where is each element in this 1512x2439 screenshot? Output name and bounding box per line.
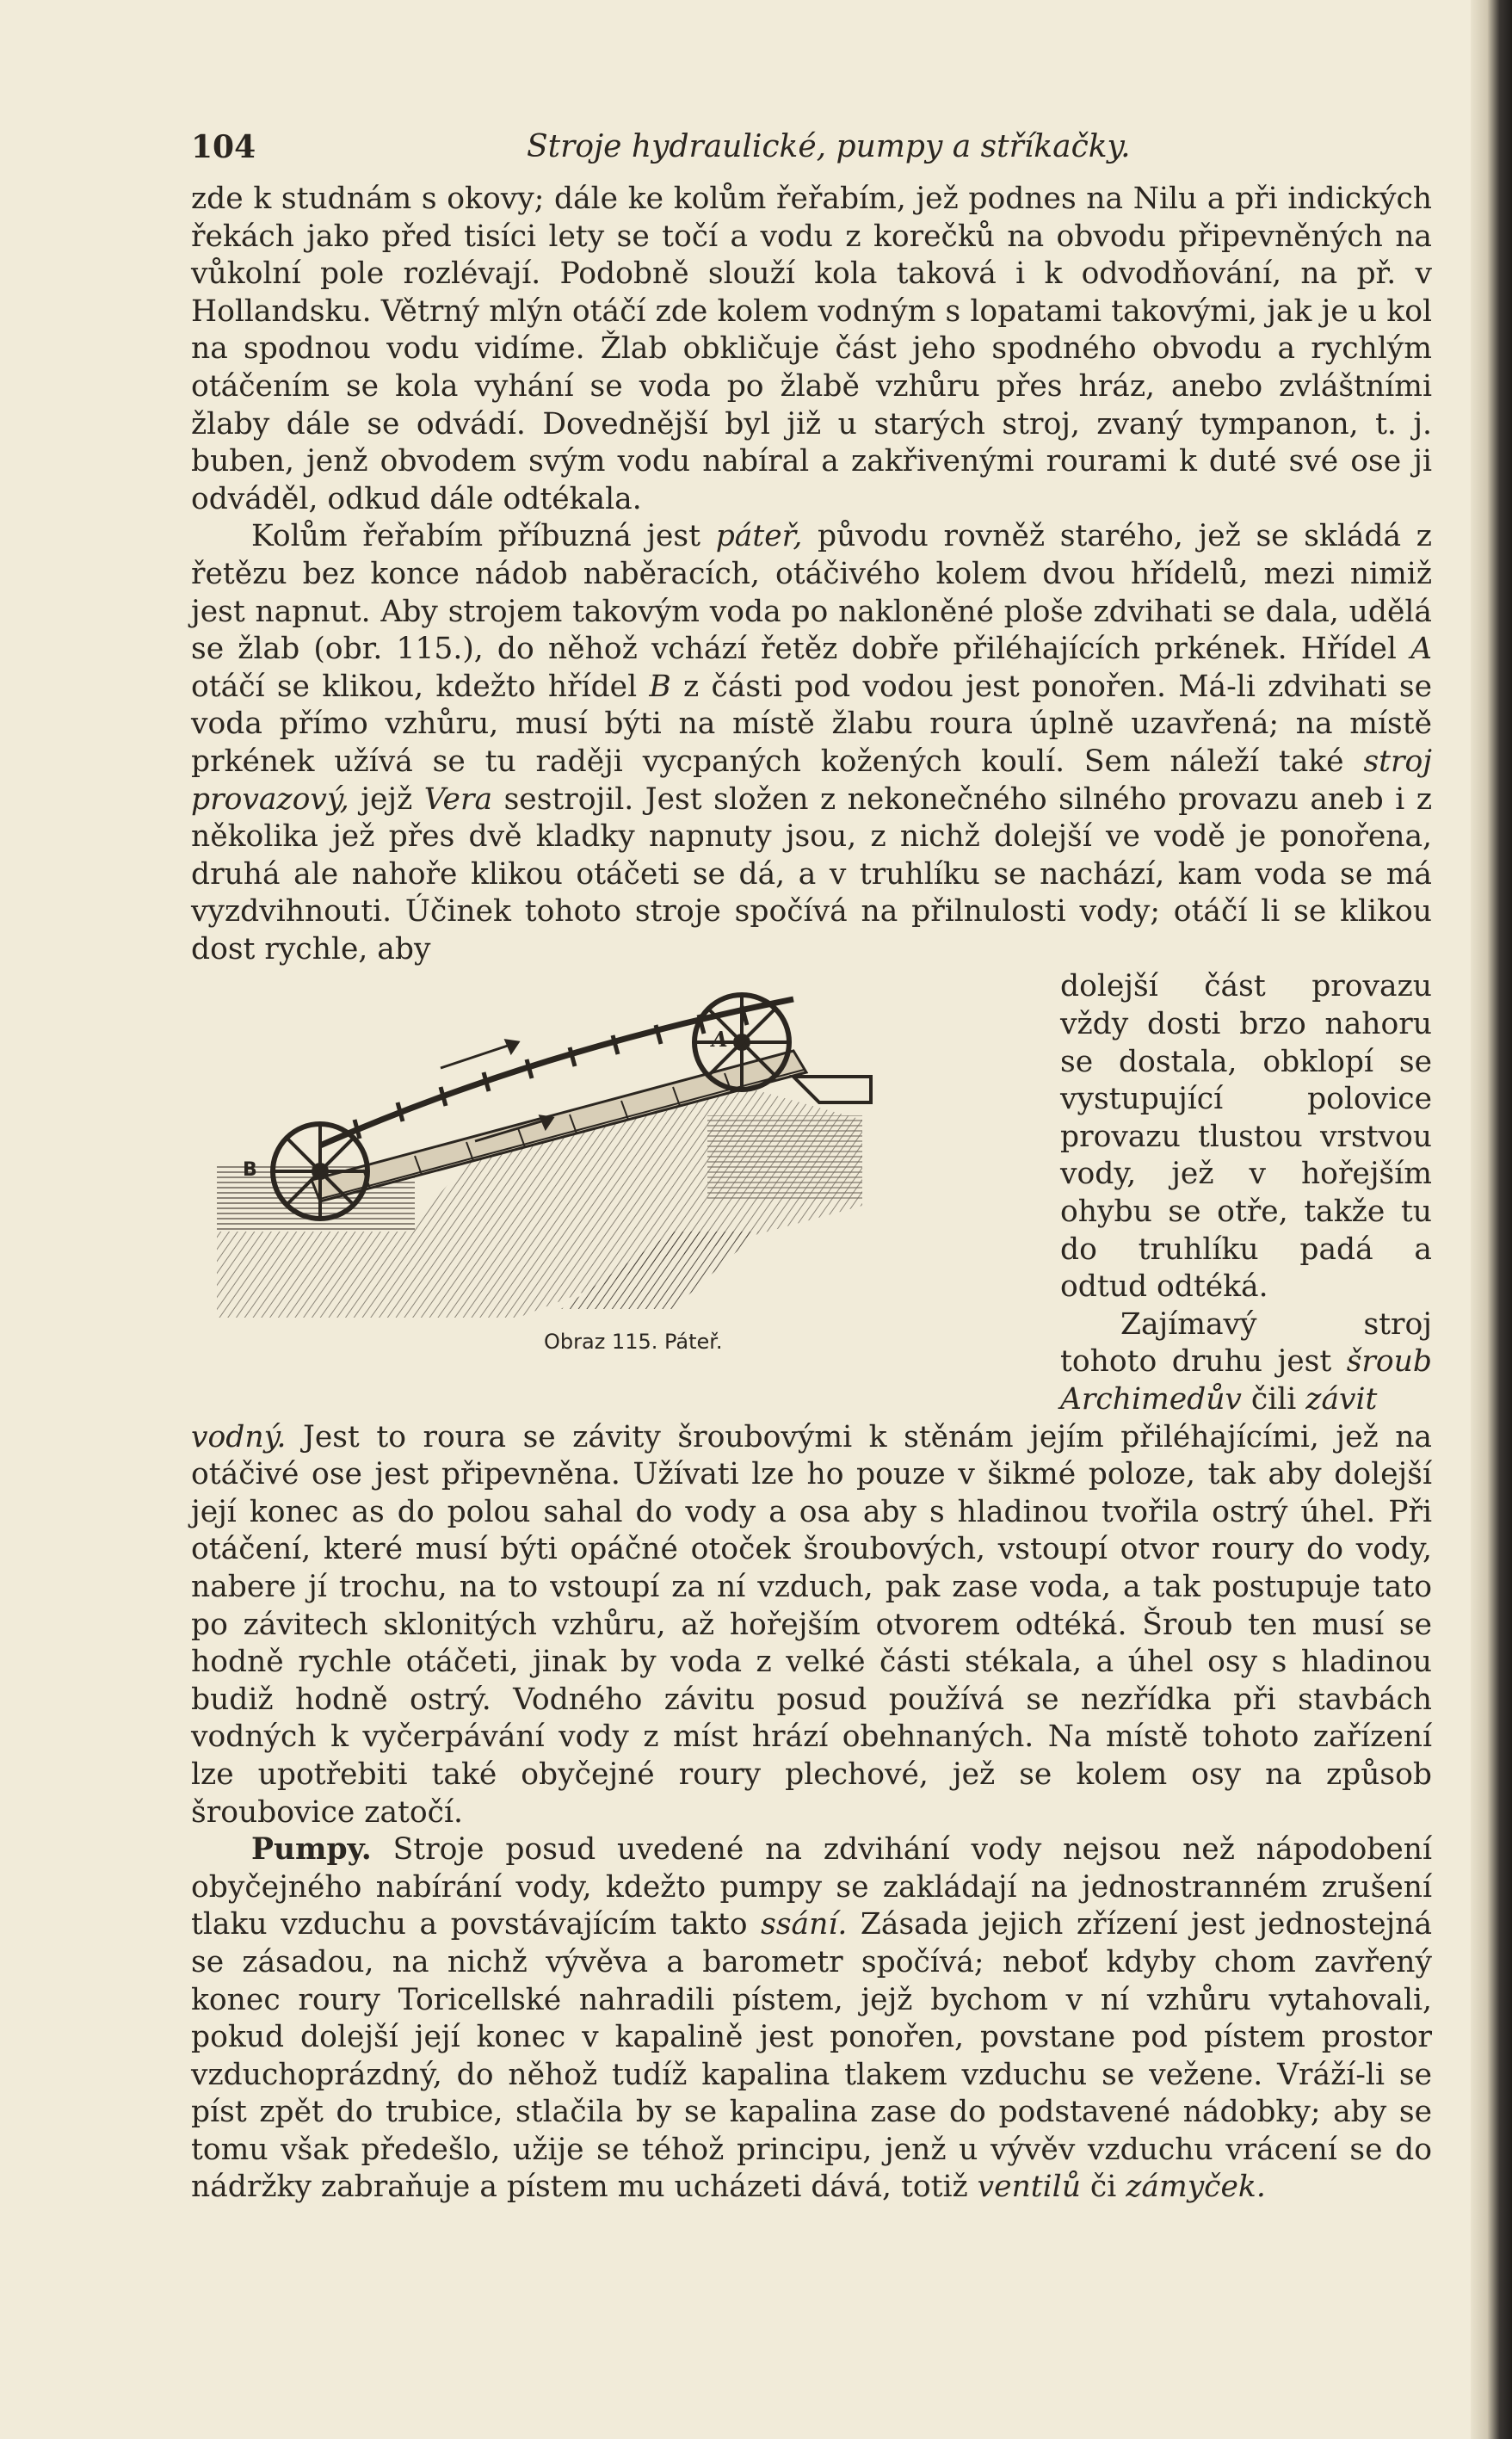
term-sroub-archimeduv: šroub Archimedův [1060, 1344, 1432, 1417]
term-vodny: vodný. [191, 1419, 287, 1454]
pater-illustration [191, 973, 1060, 1318]
term-ssani: ssání. [761, 1907, 848, 1942]
wheel-a [694, 995, 789, 1090]
paragraph-2 [191, 518, 1432, 968]
p2-text-mid1: původu rovněž starého, jež se skládá z řetězu bez konce nádob naběracích, otáčivého kolem dvou hřídelů, mezi nimiž jest napnut. Aby strojem takovým voda po nakloněné ploše zdvihati se dala, udělá se žlab (obr. 115.), do něhož vchází řetěz dobře přiléhajících prkének. Hřídel [191, 519, 1432, 667]
figure-115 [191, 973, 1060, 1364]
p2-text-mid3: z části pod vodou jest ponořen. Má-li zdvihati se voda přímo vzhůru, musí býti na místě žlabu roura úplně uzavřená; na místě prkének užívá se tu raději vycpaných kožených koulí. Sem náleží také [191, 669, 1432, 779]
label-b: B [243, 1159, 257, 1182]
section-head-pumpy: Pumpy. [251, 1832, 372, 1868]
figure-caption: Obraz 115. Páteř. [544, 1330, 723, 1355]
p4-text-a: Stroje posud uvedené na zdvihání vody nejsou než nápodobení obyčejného nabírání vody, kdežto pumpy se zakládají na jednostranném zrušení tlaku vzduchu a povstávajícím takto [191, 1832, 1432, 1942]
book-page [191, 129, 1432, 2207]
p2-text-mid4: jejž [349, 781, 424, 817]
side2-text-mid: čili [1241, 1382, 1306, 1417]
running-head [191, 129, 1432, 181]
p4-text-c: či [1080, 2170, 1126, 2205]
side2-text-start: Zajímavý stroj tohoto druhu jest [1060, 1306, 1432, 1380]
term-zavit: závit [1305, 1382, 1378, 1417]
paragraph-4 [191, 1831, 1432, 2207]
wheel-b [273, 1124, 367, 1219]
body-text [191, 181, 1432, 968]
term-ventilu: ventilů [977, 2170, 1081, 2205]
p2-text-start: Kolům řeřabím příbuzná jest [251, 519, 716, 554]
name-vera: Vera [423, 781, 493, 817]
term-pater: páteř, [715, 519, 803, 554]
scan-binding-edge [1471, 0, 1512, 2439]
outlet [793, 1077, 871, 1102]
term-zamycek: zámyček. [1126, 2170, 1266, 2205]
water-upper [707, 1115, 862, 1201]
paragraph-1: zde k studnám s okovy; dále ke kolům řeřabím, jež podnes na Nilu a při indických řekách jako před tisíci lety se točí a vodu z korečků na obvodu připevněných na vůkolní pole rozlévají. Podobně slouží kola taková i k odvodňování, na př. v Hollandsku. Větrný mlýn otáčí zde kolem vodným s lopatami takovými, jak je u kol na spodnou vodu vidíme. Žlab obkličuje část jeho spodného obvodu a rychlým otáčením se kola vyhání se voda po žlabě vzhůru přes hráz, anebo zvláštními žlaby dále se odvádí. Dovednější byl již u starých stroj, zvaný tympanon, t. j. buben, jenž obvodem svým vodu nabíral a zakřivenými rourami k duté své ose ji odváděl, odkud dále odtékala. [191, 182, 1432, 516]
page-number: 104 [191, 129, 256, 165]
paragraph-3 [191, 1419, 1432, 1832]
running-title: Stroje hydraulické, pumpy a stříkačky. [527, 129, 1131, 164]
side-text [1060, 968, 1432, 1418]
p2-text-mid2: otáčí se klikou, kdežto hřídel [191, 669, 650, 704]
side-paragraph-1: dolejší část provazu vždy dosti brzo nahoru se dostala, obklopí se vystupující polovice provazu tlustou vrstvou vody, jež v hořejším ohybu se otře, takže tu do truhlíku padá a odtud odtéká. [1060, 969, 1432, 1305]
label-a: A [712, 1027, 728, 1053]
p3-text: Jest to roura se závity šroubovými k stěnám jejím přiléhajícími, jež na otáčivé ose jest připevněna. Užívati lze ho pouze v šikmé poloze, tak aby dolejší její konec as do polou sahal do vody a osa aby s hladinou tvořila ostrý úhel. Při otáčení, které musí býti opáčné otoček šroubových, vstoupí otvor roury do vody, nabere jí trochu, na to vstoupí za ní vzduch, pak zase voda, a tak postupuje tato po závitech sklonitých vzhůru, až hořejším otvorem odtéká. Šroub ten musí se hodně rychle otáčeti, jinak by voda z velké části stékala, a úhel osy s hladinou budiž hodně ostrý. Vodného závitu posud používá se nezřídka při stavbách vodných k vyčerpávání vody z míst hrází obehnaných. Na místě tohoto zařízení lze upotřebiti také obyčejné roury plechové, jež se kolem osy na způsob šroubovice zatočí. [191, 1419, 1432, 1830]
p4-text-b: Zásada jejich zřízení jest jednostejná se zásadou, na nichž vývěva a barometr spočívá; neboť kdyby chom zavřený konec roury Toricellské nahradili pístem, jejž bychom v ní vzhůru vytahovali, pokud dolejší její konec v kapalině jest ponořen, povstane pod pístem prostor vzduchoprázdný, do něhož tudíž kapalina tlakem vzduchu se vežene. Vráží-li se píst zpět do trubice, stlačila by se kapalina zase do podstavené nádobky; aby se tomu však předešlo, užije se téhož principu, jenž u vývěv vzduchu vrácení se do nádržky zabraňuje a pístem mu ucházeti dává, totiž [191, 1907, 1433, 2205]
p2-text-mid5: sestrojil. Jest složen z nekonečného silného provazu aneb i z několika jež přes dvě kladky napnuty jsou, z nichž dolejší ve vodě je ponořena, druhá ale nahoře klikou otáčeti se dá, a v truhlíku se nachází, kam voda se má vyzdvihnouti. Účinek tohoto stroje spočívá na přilnulosti vody; otáčí li se klikou dost rychle, aby [191, 781, 1432, 966]
term-stroj-provazovy: stroj provazový, [191, 744, 1432, 817]
body-text-continued [191, 1419, 1432, 2207]
side-paragraph-2 [1060, 1306, 1432, 1419]
letter-a: A [1410, 632, 1432, 667]
figure-row [191, 968, 1432, 1418]
letter-b: B [649, 669, 671, 704]
